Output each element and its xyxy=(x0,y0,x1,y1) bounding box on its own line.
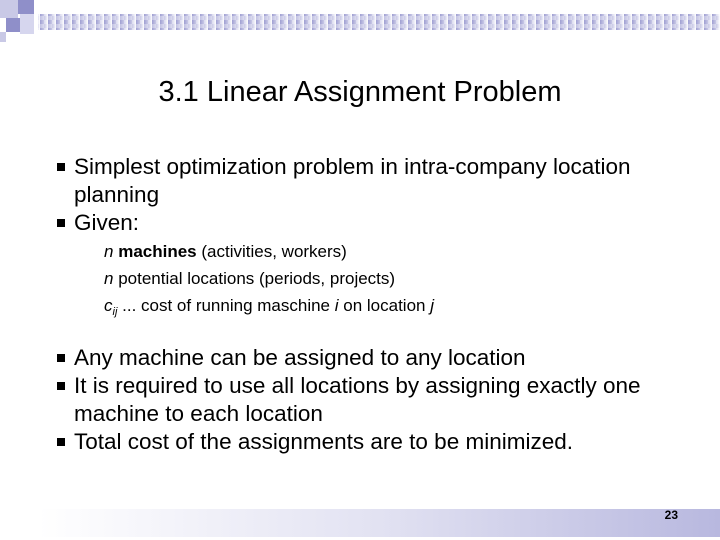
bullet-list-bottom xyxy=(57,344,677,456)
bullet-item xyxy=(57,372,677,428)
subscript-ij: ij xyxy=(112,306,118,319)
variable-j: j xyxy=(430,296,435,315)
variable-n: n xyxy=(104,242,114,261)
bullet-list-top xyxy=(57,153,677,237)
slide-number: 23 xyxy=(664,508,678,522)
slide-title: 3.1 Linear Assignment Problem xyxy=(158,76,562,108)
bullet-item xyxy=(57,153,677,209)
given-text: on location xyxy=(343,296,426,315)
given-line-locations xyxy=(104,267,395,291)
bullet-item xyxy=(57,209,677,237)
footer-decoration xyxy=(38,507,720,537)
variable-n: n xyxy=(104,269,114,288)
bullet-item xyxy=(57,428,677,456)
variable-i: i xyxy=(334,296,339,315)
square-bullet-icon xyxy=(57,163,65,171)
given-line-machines xyxy=(104,240,347,264)
given-text: (activities, workers) xyxy=(201,242,347,261)
square-bullet-icon xyxy=(57,219,65,227)
given-text: potential locations (periods, projects) xyxy=(118,269,396,288)
variable-c: c xyxy=(104,296,113,315)
bullet-text: Any machine can be assigned to any location xyxy=(74,345,526,370)
bullet-item xyxy=(57,344,677,372)
bullet-text: Total cost of the assignments are to be minimized. xyxy=(74,429,573,454)
bullet-text: It is required to use all locations by assigning exactly one machine to each location xyxy=(74,373,641,426)
header-decoration xyxy=(0,0,720,50)
square-bullet-icon xyxy=(57,354,65,362)
bullet-text: Simplest optimization problem in intra-company location planning xyxy=(74,154,631,207)
square-bullet-icon xyxy=(57,438,65,446)
bold-term: machines xyxy=(118,242,197,261)
given-line-cost xyxy=(104,294,434,324)
given-text: ... cost of running maschine xyxy=(122,296,331,315)
bullet-text: Given: xyxy=(74,210,140,235)
square-bullet-icon xyxy=(57,382,65,390)
